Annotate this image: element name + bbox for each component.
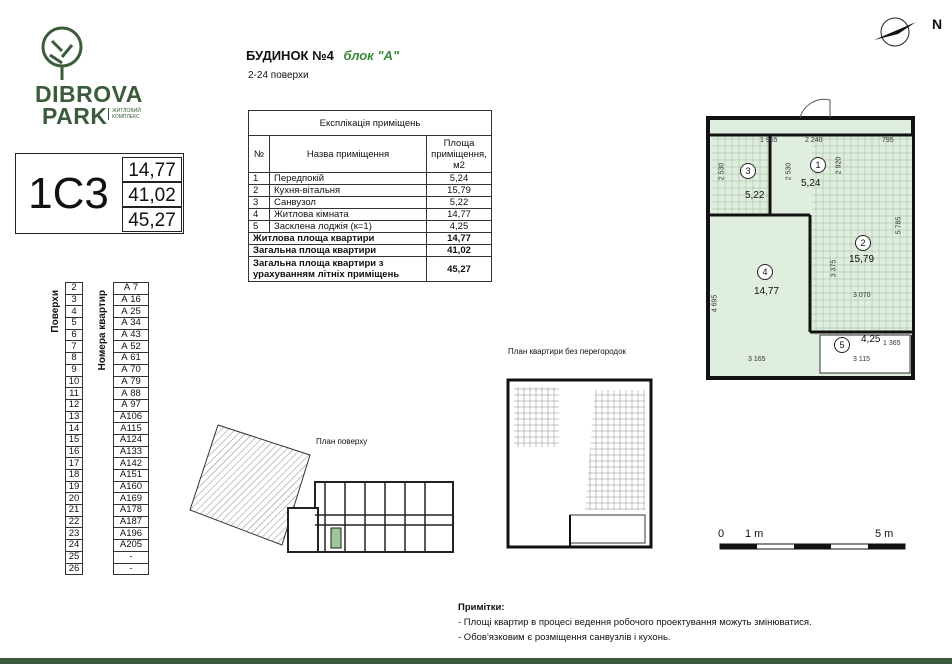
notes bbox=[458, 600, 812, 645]
table-row: 3 Санвузол 5,22 bbox=[249, 197, 492, 209]
table-row: Загальна площа квартири 41,02 bbox=[249, 245, 492, 257]
floor-plan-label: План поверху bbox=[316, 437, 368, 446]
apartment-number: А 25 bbox=[114, 306, 149, 318]
scale-bar bbox=[718, 542, 908, 552]
scale-zero: 0 bbox=[718, 528, 725, 540]
floor-number: 25 bbox=[66, 551, 83, 563]
dim-label: 1 365 bbox=[883, 340, 901, 347]
scale-one: 1 m bbox=[745, 528, 764, 540]
no-partitions-drawing bbox=[500, 365, 660, 555]
floor-number: 2 bbox=[66, 283, 83, 295]
table-row: Житлова площа квартири 14,77 bbox=[249, 233, 492, 245]
floor-number: 16 bbox=[66, 446, 83, 458]
apartment-number: А115 bbox=[114, 423, 149, 435]
floor-number: 10 bbox=[66, 376, 83, 388]
floor-number: 14 bbox=[66, 423, 83, 435]
floor-number: 3 bbox=[66, 294, 83, 306]
floors-label: Поверхи bbox=[50, 290, 61, 333]
explication-title: Експлікація приміщень bbox=[249, 111, 492, 136]
dim-label: 2 530 bbox=[718, 162, 726, 181]
floor-number: 7 bbox=[66, 341, 83, 353]
compass-icon bbox=[870, 12, 930, 52]
room-area-3: 5,22 bbox=[745, 190, 765, 201]
dim-label: 4 695 bbox=[711, 294, 719, 313]
dim-label: 3 070 bbox=[853, 292, 871, 299]
floor-number: 6 bbox=[66, 329, 83, 341]
dim-label: 1 955 bbox=[760, 137, 778, 144]
building-title: БУДИНОК №4 блок "А" bbox=[246, 48, 400, 63]
apartment-number: А187 bbox=[114, 516, 149, 528]
logo-line1: DIBROVA bbox=[35, 81, 143, 107]
floor-number: 20 bbox=[66, 493, 83, 505]
floor-number: 13 bbox=[66, 411, 83, 423]
table-row: 2 Кухня-вітальня 15,79 bbox=[249, 185, 492, 197]
apartment-number: А 97 bbox=[114, 399, 149, 411]
apartment-number: А 7 bbox=[114, 283, 149, 295]
floor-number: 15 bbox=[66, 434, 83, 446]
table-row: 1 Передпокій 5,24 bbox=[249, 173, 492, 185]
apartment-number: А196 bbox=[114, 528, 149, 540]
dim-label: 795 bbox=[882, 137, 894, 144]
living-area: 14,77 bbox=[122, 157, 182, 182]
apartment-number: А 34 bbox=[114, 318, 149, 330]
apartment-number: А178 bbox=[114, 505, 149, 517]
floor-plan-drawing bbox=[185, 420, 465, 560]
floor-number: 5 bbox=[66, 318, 83, 330]
no-partitions-label: План квартири без перегородок bbox=[508, 347, 627, 356]
dim-label: 2 530 bbox=[785, 162, 793, 181]
table-row: Загальна площа квартири з урахуванням літніх приміщень 45,27 bbox=[249, 257, 492, 282]
total-area-summer: 45,27 bbox=[122, 207, 182, 232]
dim-label: 3 165 bbox=[748, 356, 766, 363]
floor-number: 11 bbox=[66, 388, 83, 400]
dim-label: 5 785 bbox=[895, 216, 903, 235]
room-area-4: 14,77 bbox=[754, 286, 780, 297]
floors-range: 2-24 поверхи bbox=[248, 70, 309, 81]
block-label: блок "А" bbox=[343, 48, 400, 63]
apartment-number: А 52 bbox=[114, 341, 149, 353]
room-number-3: 3 bbox=[740, 163, 756, 179]
explication-table: Експлікація приміщень № Назва приміщення Площа приміщення, м2 1 Передпокій 5,24 2 Кухня-вітальня 15,79 3 Санвузол 5,22 4 Житлова кімната 14,77 5 Засклена лоджія (к=1) 4,25 Житлова площа квартири 14,77 Загальна площа квартири 41,02 Загальна площа квартири з урахуванням літніх приміщень 45,27 bbox=[248, 110, 492, 282]
apartment-number: А169 bbox=[114, 493, 149, 505]
floors-column bbox=[65, 282, 83, 575]
table-row: 5 Засклена лоджія (к=1) 4,25 bbox=[249, 221, 492, 233]
apartment-number: А106 bbox=[114, 411, 149, 423]
apartment-number: А142 bbox=[114, 458, 149, 470]
room-number-1: 1 bbox=[810, 157, 826, 173]
floor-number: 4 bbox=[66, 306, 83, 318]
room-area-2: 15,79 bbox=[849, 254, 875, 265]
apartment-number: А 88 bbox=[114, 388, 149, 400]
dim-label: 3 115 bbox=[853, 356, 870, 363]
room-number-2: 2 bbox=[855, 235, 871, 251]
logo-line2: PARK bbox=[42, 103, 108, 129]
floor-number: 17 bbox=[66, 458, 83, 470]
room-number-4: 4 bbox=[757, 264, 773, 280]
floor-number: 23 bbox=[66, 528, 83, 540]
apartment-number: А 61 bbox=[114, 353, 149, 365]
room-number-5: 5 bbox=[834, 337, 850, 353]
dim-label: 3 375 bbox=[830, 259, 838, 278]
apartment-number: А 43 bbox=[114, 329, 149, 341]
compass-north: N bbox=[932, 16, 943, 32]
note-item: - Обов'язковим є розміщення санвузлів і кухонь. bbox=[458, 632, 671, 643]
apts-label: Номера квартир bbox=[97, 290, 108, 371]
logo-subtitle: ЖИТЛОВИЙ КОМПЛЕКС bbox=[108, 108, 141, 120]
apartment-number: - bbox=[114, 563, 149, 575]
tree-logo-icon bbox=[38, 25, 86, 81]
apartments-column bbox=[113, 282, 149, 575]
apartment-number: А124 bbox=[114, 434, 149, 446]
apartment-code: 1С3 bbox=[28, 169, 109, 218]
floor-number: 9 bbox=[66, 364, 83, 376]
apartment-number: А205 bbox=[114, 540, 149, 552]
apartment-code-box bbox=[15, 153, 184, 234]
room-area-5: 4,25 bbox=[861, 334, 881, 345]
apartment-number: - bbox=[114, 551, 149, 563]
apartment-number: А160 bbox=[114, 481, 149, 493]
floor-number: 8 bbox=[66, 353, 83, 365]
note-item: - Площі квартир в процесі ведення робочого проектування можуть змінюватися. bbox=[458, 617, 812, 628]
apartment-number: А 16 bbox=[114, 294, 149, 306]
floor-number: 21 bbox=[66, 505, 83, 517]
scale-five: 5 m bbox=[875, 528, 894, 540]
dim-label: 2 240 bbox=[805, 137, 823, 144]
floor-number: 19 bbox=[66, 481, 83, 493]
apartment-number: А151 bbox=[114, 470, 149, 482]
floor-number: 24 bbox=[66, 540, 83, 552]
floor-number: 18 bbox=[66, 470, 83, 482]
apartment-number: А 70 bbox=[114, 364, 149, 376]
floor-number: 26 bbox=[66, 563, 83, 575]
footer-bar bbox=[0, 658, 952, 664]
room-area-1: 5,24 bbox=[801, 178, 821, 189]
floor-number: 12 bbox=[66, 399, 83, 411]
dim-label: 2 920 bbox=[835, 156, 843, 175]
apartment-number: А133 bbox=[114, 446, 149, 458]
total-area: 41,02 bbox=[122, 182, 182, 207]
floor-number: 22 bbox=[66, 516, 83, 528]
apartment-number: А 79 bbox=[114, 376, 149, 388]
table-row: 4 Житлова кімната 14,77 bbox=[249, 209, 492, 221]
notes-title: Примітки: bbox=[458, 602, 505, 613]
